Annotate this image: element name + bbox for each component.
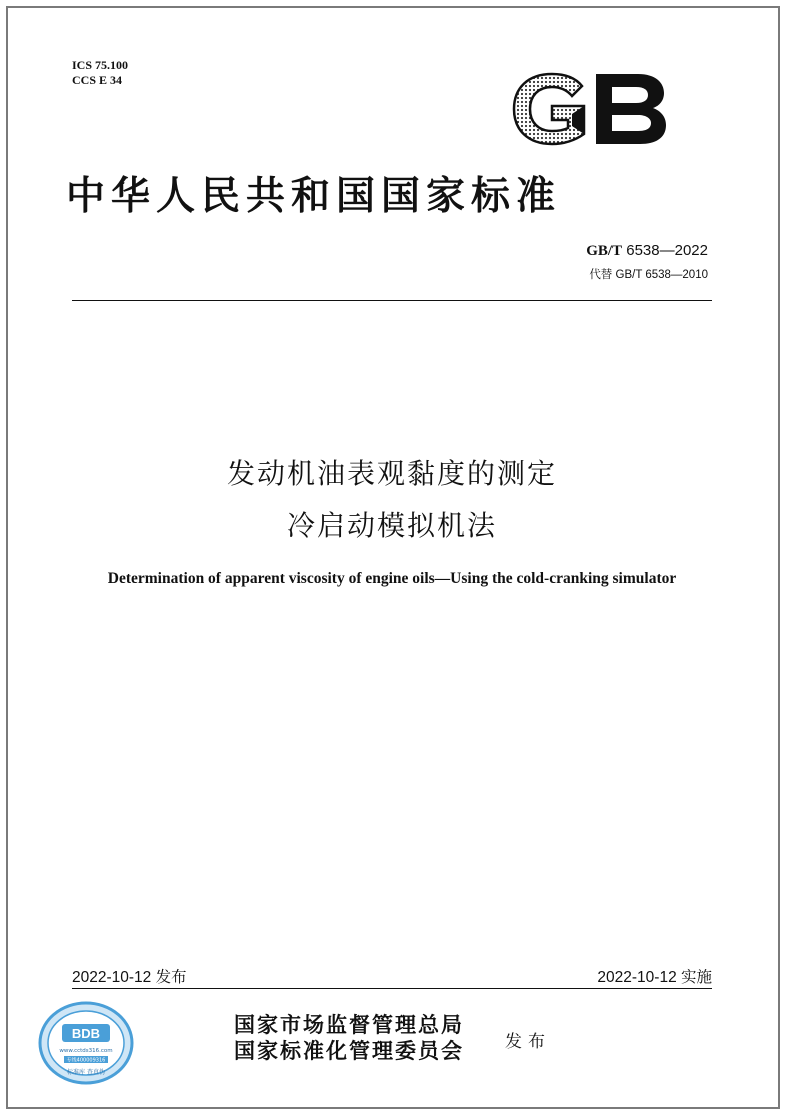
header-divider xyxy=(72,300,712,301)
issuer-line2: 国家标准化管理委员会 xyxy=(234,1038,464,1063)
footer-divider xyxy=(72,988,712,989)
title-cn-line1: 发动机油表观黏度的测定 xyxy=(226,457,557,490)
svg-text:标准库 查真伪: 标准库 查真伪 xyxy=(67,1069,105,1076)
svg-text:www.cctds316.com: www.cctds316.com xyxy=(59,1048,113,1054)
standard-number xyxy=(586,242,708,260)
standard-code: 6538—2022 xyxy=(626,242,708,259)
ccs-code: CCS E 34 xyxy=(72,73,123,87)
implement-date: 2022-10-12 实施 xyxy=(597,969,712,986)
ics-code: ICS 75.100 xyxy=(72,58,129,72)
classification-codes xyxy=(72,58,128,88)
certification-seal-icon xyxy=(34,1000,138,1086)
title-en: Determination of apparent viscosity of engine oils—Using the cold-cranking simulator xyxy=(107,570,677,587)
title-cn-line2: 冷启动模拟机法 xyxy=(286,509,497,542)
issuer-block xyxy=(234,1012,464,1064)
svg-text:BDB: BDB xyxy=(71,1026,101,1041)
issue-word: 发布 xyxy=(505,1032,551,1052)
national-standard-title: 中华人民共和国国家标准 xyxy=(66,173,562,219)
gb-logo xyxy=(512,72,668,146)
replaces-standard: 代替 GB/T 6538—2010 xyxy=(589,269,708,281)
standard-prefix: GB/T xyxy=(586,243,623,259)
svg-text:专线400009316: 专线400009316 xyxy=(66,1057,106,1064)
issuer-line1: 国家市场监督管理总局 xyxy=(234,1012,464,1037)
publish-date: 2022-10-12 发布 xyxy=(72,969,187,986)
